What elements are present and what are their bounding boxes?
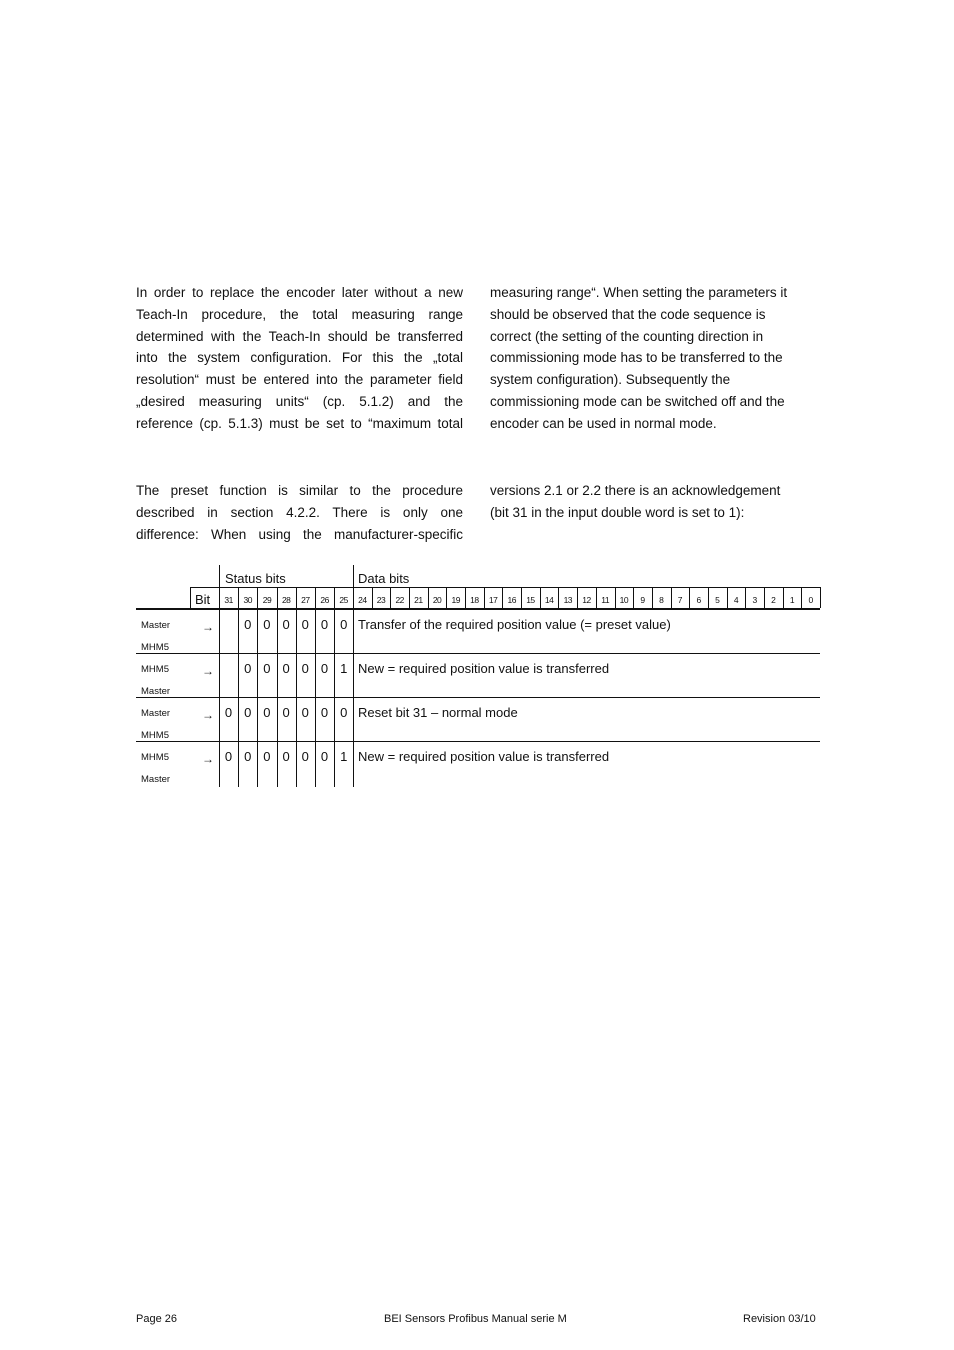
status-column-line (353, 610, 354, 787)
p1-col1-line: „desired measuring units“ (cp. 5.1.2) and the (136, 393, 463, 409)
row-from-label: Master (141, 620, 171, 631)
footer-title: BEI Sensors Profibus Manual serie M (384, 1313, 567, 1325)
status-column-line (219, 610, 220, 787)
p1-col1-line: resolution“ must be entered into the parameter field (136, 372, 463, 388)
status-bit-value: 0 (263, 617, 271, 632)
status-bit-value: 0 (224, 749, 233, 764)
status-bit-value: 0 (263, 705, 271, 720)
status-bit-value: 0 (244, 617, 252, 632)
status-bit-value: 0 (263, 749, 271, 764)
bit-number: 19 (451, 595, 460, 605)
p1-col1-line: In order to replace the encoder later without a new (136, 285, 463, 300)
status-bit-value: 0 (301, 749, 309, 764)
bit-column-line (521, 587, 522, 608)
bit-column-line (190, 587, 191, 608)
status-bit-value: 0 (282, 705, 290, 720)
p2-col1-line: described in section 4.2.2. There is only one (136, 504, 463, 520)
bit-label: Bit (195, 592, 211, 607)
bit-column-line (446, 587, 447, 608)
p1-col1-line: Teach-In procedure, the total measuring range (136, 306, 463, 322)
bit-column-line (409, 587, 410, 608)
bit-number: 18 (470, 595, 479, 605)
header-divider (353, 565, 354, 587)
status-bit-value: 0 (301, 705, 309, 720)
bit-number: 13 (563, 595, 573, 605)
bit-number: 20 (432, 595, 442, 605)
direction-arrow: → (202, 752, 214, 766)
status-bit-value: 0 (282, 749, 290, 764)
bit-number: 21 (414, 595, 423, 605)
footer-page-number: Page 26 (136, 1313, 177, 1325)
bit-column-line (238, 587, 239, 608)
status-column-line (277, 610, 278, 787)
bit-column-line (558, 587, 559, 608)
bit-number: 22 (395, 595, 404, 605)
row-to-label: Master (141, 774, 171, 785)
bit-number: 17 (488, 595, 498, 605)
bit-column-line (257, 587, 258, 608)
row-from-label: Master (141, 708, 171, 719)
status-column-line (257, 610, 258, 787)
p1-col2-line: correct (the setting of the counting direction in (490, 328, 764, 344)
bit-number: 10 (619, 595, 629, 605)
status-bit-value: 0 (340, 705, 348, 720)
bit-number: 4 (733, 595, 739, 605)
status-bit-value: 0 (244, 661, 252, 676)
bit-number: 2 (771, 595, 776, 605)
status-bit-value: 0 (244, 749, 252, 764)
status-column-line (334, 610, 335, 787)
status-column-line (238, 610, 239, 787)
p1-col2-line: system configuration). Subsequently the (490, 372, 731, 388)
status-bit-value: 0 (340, 617, 348, 632)
status-bit-value: 1 (340, 749, 348, 764)
p1-col1-line: reference (cp. 5.1.3) must be set to “maximum total (136, 415, 463, 431)
bit-number: 6 (696, 595, 701, 605)
bit-number: 14 (544, 595, 554, 605)
bit-number: 11 (601, 595, 610, 605)
row-description: New = required position value is transferred (358, 661, 610, 676)
bit-number: 1 (789, 595, 795, 605)
bit-column-line (689, 587, 690, 608)
bit-column-line (615, 587, 616, 608)
status-bit-value: 0 (282, 617, 290, 632)
bit-number: 0 (808, 595, 813, 605)
bit-column-line (390, 587, 391, 608)
bit-column-line (219, 587, 220, 608)
bit-column-line (783, 587, 784, 608)
bit-column-line (502, 587, 503, 608)
bit-column-line (465, 587, 466, 608)
row-description: Transfer of the required position value (= preset value) (358, 617, 671, 632)
status-bit-value: 0 (320, 617, 329, 632)
bit-column-line (277, 587, 278, 608)
direction-arrow: → (202, 620, 214, 634)
row-description: New = required position value is transferred (358, 749, 610, 764)
row-to-label: Master (141, 686, 171, 697)
row-from-label: MHM5 (141, 752, 169, 763)
status-bit-value: 0 (320, 705, 329, 720)
status-bit-value: 0 (244, 705, 252, 720)
bit-column-line (296, 587, 297, 608)
row-description: Reset bit 31 – normal mode (358, 705, 518, 720)
bit-number: 7 (677, 595, 682, 605)
p2-col2-line: (bit 31 in the input double word is set to 1): (490, 504, 745, 520)
bit-number: 24 (358, 595, 367, 605)
direction-arrow: → (202, 708, 214, 722)
status-bit-value: 0 (301, 661, 309, 676)
p1-col1-line: determined with the Teach-In should be transferred (136, 328, 463, 344)
bit-column-line (540, 587, 541, 608)
status-bit-value: 0 (224, 705, 233, 720)
bit-column-line (820, 587, 821, 608)
p1-col2-line: should be observed that the code sequence is (490, 306, 766, 322)
bit-number: 8 (659, 595, 664, 605)
bit-column-line (727, 587, 728, 608)
data-bits-label: Data bits (358, 571, 410, 586)
bit-number: 30 (243, 595, 253, 605)
status-bit-value: 0 (282, 661, 290, 676)
bit-column-line (484, 587, 485, 608)
p1-col2-line: commissioning mode can be switched off and the (490, 393, 785, 409)
status-bit-value: 0 (320, 749, 329, 764)
status-bit-value: 0 (301, 617, 309, 632)
bit-number: 15 (526, 595, 535, 605)
status-bit-value: 0 (320, 661, 329, 676)
bit-column-line (353, 587, 354, 608)
bit-number: 29 (262, 595, 272, 605)
bit-number: 27 (301, 595, 310, 605)
p1-col2-line: encoder can be used in normal mode. (490, 415, 717, 431)
bit-number: 26 (320, 595, 329, 605)
bit-column-line (334, 587, 335, 608)
bit-column-line (315, 587, 316, 608)
bit-column-line (428, 587, 429, 608)
bit-column-line (671, 587, 672, 608)
bit-number: 25 (339, 595, 348, 605)
row-to-label: MHM5 (141, 642, 169, 653)
bit-column-line (801, 587, 802, 608)
bit-number: 12 (582, 595, 591, 605)
bit-number: 31 (224, 595, 233, 605)
bit-column-line (708, 587, 709, 608)
status-column-line (315, 610, 316, 787)
status-bit-value: 0 (263, 661, 271, 676)
bit-number: 9 (640, 595, 645, 605)
p2-col1-line: difference: When using the manufacturer-specific (136, 526, 463, 542)
bit-column-line (764, 587, 765, 608)
p1-col2-line: commissioning mode has to be transferred to the (490, 350, 783, 366)
bit-number: 3 (752, 595, 757, 605)
p2-col2-line: versions 2.1 or 2.2 there is an acknowledgement (490, 483, 781, 498)
bit-column-line (372, 587, 373, 608)
status-column-line (296, 610, 297, 787)
bit-number: 5 (715, 595, 720, 605)
row-to-label: MHM5 (141, 730, 169, 741)
bit-column-line (596, 587, 597, 608)
bit-column-line (745, 587, 746, 608)
p2-col1-line: The preset function is similar to the procedure (136, 483, 463, 498)
bit-column-line (577, 587, 578, 608)
bit-number: 16 (507, 595, 516, 605)
p1-col1-line: into the system configuration. For this the „total (136, 350, 463, 366)
direction-arrow: → (202, 664, 214, 678)
row-from-label: MHM5 (141, 664, 169, 675)
status-bit-value: 1 (340, 661, 348, 676)
p1-col2-line: measuring range“. When setting the parameters it (490, 285, 788, 300)
header-rule (190, 587, 820, 588)
header-divider (219, 565, 220, 587)
bit-number: 28 (281, 595, 291, 605)
bit-column-line (652, 587, 653, 608)
status-bits-label: Status bits (225, 571, 286, 586)
footer-revision: Revision 03/10 (743, 1313, 816, 1325)
bit-number: 23 (376, 595, 386, 605)
bit-column-line (633, 587, 634, 608)
